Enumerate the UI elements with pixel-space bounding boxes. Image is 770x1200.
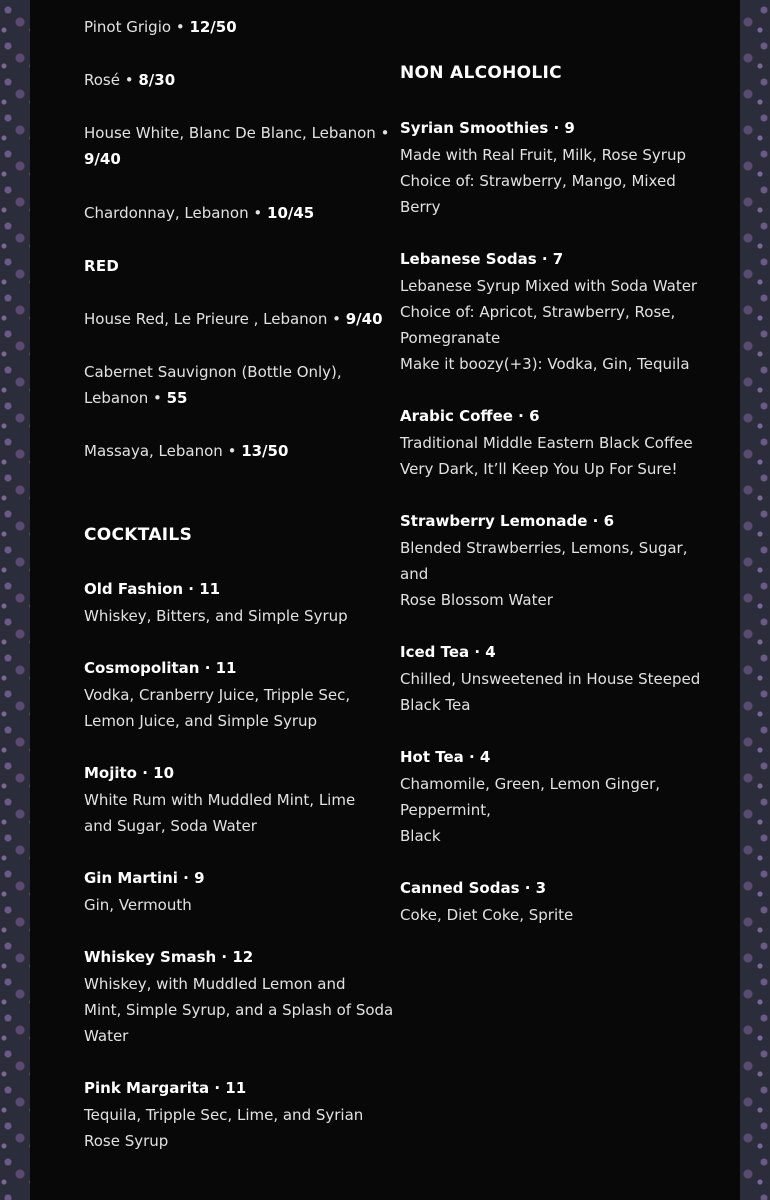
cocktail-desc: Lemon Juice, and Simple Syrup — [84, 712, 318, 730]
drink-desc: Choice of: Strawberry, Mango, Mixed — [400, 172, 676, 190]
cocktail-title: Cosmopolitan · 11 — [84, 659, 237, 677]
cocktail-desc: Vodka, Cranberry Juice, Tripple Sec, — [84, 686, 351, 704]
drink-title: Canned Sodas · 3 — [400, 879, 547, 897]
wine-item: Rosé • 8/30 — [84, 71, 176, 89]
cocktail-title: Whiskey Smash · 12 — [84, 948, 254, 966]
drink-title: Iced Tea · 4 — [400, 643, 496, 661]
wine-item-price: 9/40 — [84, 150, 121, 168]
non-alcoholic-heading: NON ALCOHOLIC — [400, 63, 562, 83]
drink-desc: Chilled, Unsweetened in House Steeped — [400, 670, 701, 688]
cocktail-desc: White Rum with Muddled Mint, Lime — [84, 791, 356, 809]
cocktail-desc: Whiskey, with Muddled Lemon and — [84, 975, 346, 993]
drink-desc: Make it boozy(+3): Vodka, Gin, Tequila — [400, 355, 690, 373]
cocktail-desc: Mint, Simple Syrup, and a Splash of Soda — [84, 1001, 394, 1019]
drink-desc: Chamomile, Green, Lemon Ginger, — [400, 775, 661, 793]
drink-desc: Made with Real Fruit, Milk, Rose Syrup — [400, 146, 686, 164]
drink-desc: Peppermint, — [400, 801, 491, 819]
red-heading: RED — [84, 257, 120, 275]
drink-desc: Very Dark, It’ll Keep You Up For Sure! — [400, 460, 678, 478]
wine-item: Cabernet Sauvignon (Bottle Only), — [84, 363, 342, 381]
cocktail-desc: Water — [84, 1027, 129, 1045]
drink-desc: Rose Blossom Water — [400, 591, 553, 609]
menu-panel — [30, 0, 740, 1200]
drink-desc: Blended Strawberries, Lemons, Sugar, — [400, 539, 688, 557]
wine-item: Pinot Grigio • 12/50 — [84, 18, 237, 36]
drink-title: Arabic Coffee · 6 — [400, 407, 540, 425]
cocktail-title: Mojito · 10 — [84, 764, 175, 782]
drink-desc: Choice of: Apricot, Strawberry, Rose, — [400, 303, 676, 321]
drink-desc: Lebanese Syrup Mixed with Soda Water — [400, 277, 698, 295]
cocktail-desc: Tequila, Tripple Sec, Lime, and Syrian — [84, 1106, 364, 1124]
drink-desc: Berry — [400, 198, 441, 216]
cocktail-title: Old Fashion · 11 — [84, 580, 221, 598]
drink-desc: Traditional Middle Eastern Black Coffee — [400, 434, 693, 452]
drink-desc: Pomegranate — [400, 329, 501, 347]
wine-item: Lebanon • 55 — [84, 389, 188, 407]
drink-desc: Coke, Diet Coke, Sprite — [400, 906, 574, 924]
cocktail-title: Gin Martini · 9 — [84, 869, 205, 887]
drink-title: Hot Tea · 4 — [400, 748, 491, 766]
cocktail-desc: Gin, Vermouth — [84, 896, 192, 914]
drink-title: Syrian Smoothies · 9 — [400, 119, 575, 137]
drink-title: Strawberry Lemonade · 6 — [400, 512, 615, 530]
drink-title: Lebanese Sodas · 7 — [400, 250, 564, 268]
drink-desc: and — [400, 565, 429, 583]
drink-desc: Black Tea — [400, 696, 471, 714]
cocktails-heading: COCKTAILS — [84, 525, 193, 545]
wine-item: House White, Blanc De Blanc, Lebanon • — [84, 124, 390, 142]
drink-desc: Black — [400, 827, 441, 845]
wine-item: Chardonnay, Lebanon • 10/45 — [84, 204, 315, 222]
wine-item: Massaya, Lebanon • 13/50 — [84, 442, 289, 460]
cocktail-title: Pink Margarita · 11 — [84, 1079, 247, 1097]
cocktail-desc: and Sugar, Soda Water — [84, 817, 257, 835]
cocktail-desc: Rose Syrup — [84, 1132, 169, 1150]
cocktail-desc: Whiskey, Bitters, and Simple Syrup — [84, 607, 348, 625]
wine-item: House Red, Le Prieure , Lebanon • 9/40 — [84, 310, 383, 328]
